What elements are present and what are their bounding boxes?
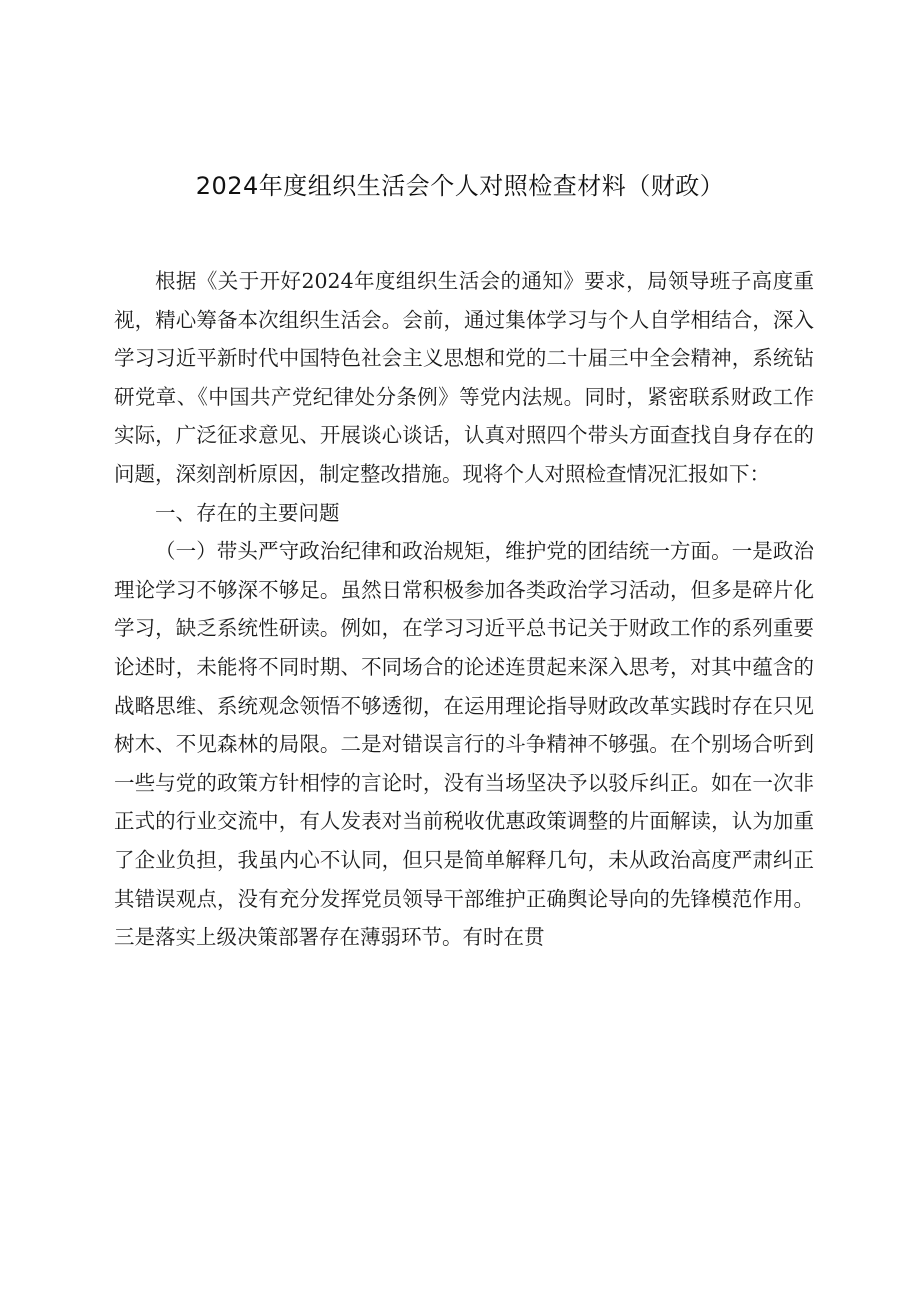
section-heading: 一、存在的主要问题 — [155, 500, 340, 525]
body-paragraph: （一）带头严守政治纪律和政治规矩，维护党的团结统一方面。一是政治理论学习不够深不够足。虽然日常积极参加各类政治学习活动，但多是碎片化学习，缺乏系统性研读。例如，在学习习近平总书记关于财政工作的系列重要论述时，未能将不同时期、不同场合的论述连贯起来深入思考，对其中蕴含的战略思维、系统观念领悟不够透彻，在运用理论指导财政改革实践时存在只见树木、不见森林的局限。二是对错误言行的斗争精神不够强。在个别场合听到一些与党的政策方针相悖的言论时，没有当场坚决予以驳斥纠正。如在一次非正式的行业交流中，有人发表对当前税收优惠政策调整的片面解读，认为加重了企业负担，我虽内心不认同，但只是简单解释几句，未从政治高度严肃纠正其错误观点，没有充分发挥党员领导干部维护正确舆论导向的先锋模范作用。三是落实上级决策部署存在薄弱环节。有时在贯 — [114, 539, 814, 950]
document-title: 2024年度组织生活会个人对照检查材料（财政） — [195, 172, 725, 200]
document-body — [114, 262, 814, 957]
intro-paragraph: 根据《关于开好2024年度组织生活会的通知》要求，局领导班子高度重视，精心筹备本次组织生活会。会前，通过集体学习与个人自学相结合，深入学习习近平新时代中国特色社会主义思想和党的二十届三中全会精神，系统钻研党章、《中国共产党纪律处分条例》等党内法规。同时，紧密联系财政工作实际，广泛征求意见、开展谈心谈话，认真对照四个带头方面查找自身存在的问题，深刻剖析原因，制定整改措施。现将个人对照检查情况汇报如下： — [114, 269, 814, 486]
